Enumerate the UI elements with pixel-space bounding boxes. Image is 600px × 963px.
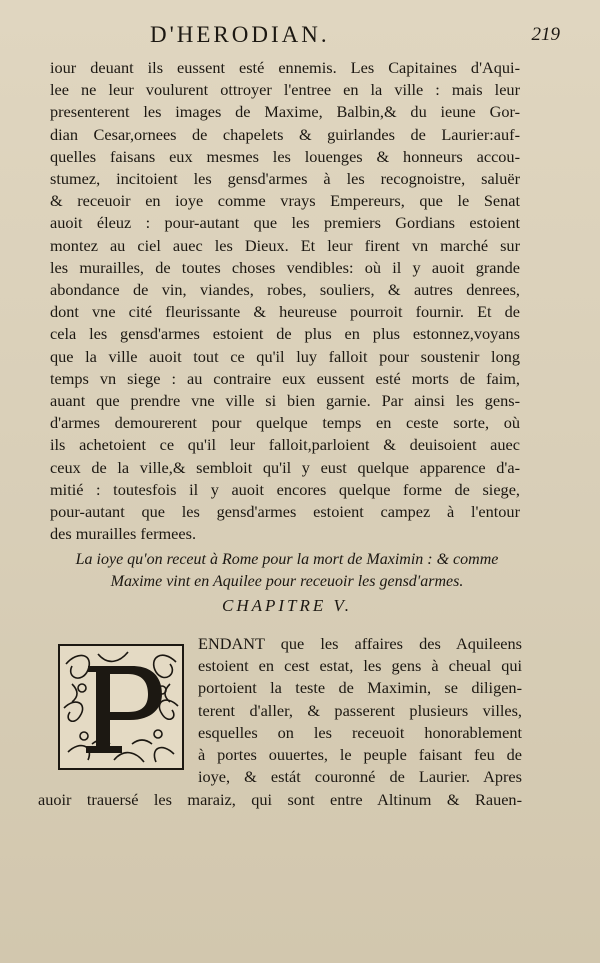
text-line: esquelles on les receuoit honorablement [198, 722, 522, 742]
text-line: auoir trauersé les maraiz, qui sont entre Altinum & Rauen- [38, 790, 522, 809]
text-line: montez au ciel auec les Dieux. Et leur firent vn marché sur [50, 235, 520, 255]
chapter-heading [52, 549, 522, 617]
text-line: mitié : toutesfois il y auoit encores quelque forme de siege, [50, 479, 520, 499]
chapter-summary-line: La ioye qu'on receut à Rome pour la mort de Maximin : & comme [75, 551, 499, 568]
text-line: ils achetoient ce qu'il leur falloit,parloient & deuisoient auec [50, 435, 520, 455]
text-line: stumez, incitoient les gensd'armes à les recognoistre, saluër [50, 169, 520, 189]
text-line: iour deuant ils eussent esté ennemis. Les Capitaines d'Aqui- [50, 58, 520, 77]
text-line: les murailles, de toutes choses vendibles: où il y auoit grande [50, 257, 520, 277]
text-line: & receuoir en ioye comme vrays Empereurs, que le Senat [50, 191, 520, 211]
text-line: d'armes demourerent pour quelque temps en ceste sorte, où [50, 413, 520, 433]
text-line: ioye, & estát couronné de Laurier. Apres [198, 767, 522, 787]
decorated-initial-p [58, 644, 184, 770]
text-line: temps vn siege : au contraire eux eussent esté morts de faim, [50, 368, 520, 388]
text-line: terent d'aller, & passerent plusieurs villes, [198, 700, 522, 720]
text-line: ceux de la ville,& sembloit qu'il y eust quelque apparence d'a- [50, 457, 520, 477]
text-line: quelles faisans eux mesmes les louenges & honneurs accou- [50, 146, 520, 166]
text-line: estoient en cest estat, les gens à cheual qui [198, 656, 522, 676]
text-line: cela les gensd'armes estoient de plus en plus estonnez,voyans [50, 324, 520, 344]
text-line: pour-autant que les gensd'armes estoient campez à l'entour [50, 502, 520, 522]
text-line: abondance de vin, viandes, robes, souliers, & autres denrees, [50, 280, 520, 300]
page-number: 219 [531, 24, 560, 45]
running-head: D'HERODIAN. [150, 22, 330, 47]
body-text-block [50, 57, 520, 545]
text-line: dian Cesar,ornees de chapelets & guirlandes de Laurier:auf- [50, 124, 520, 144]
chapter-summary-line: Maxime vint en Aquilee pour receuoir les gensd'armes. [110, 573, 464, 590]
chapter-text-block [198, 633, 522, 788]
text-line: auant que prendre vne ville si bien garnie. Par ainsi les gens- [50, 391, 520, 411]
page-header [0, 22, 600, 54]
chapter-number: CHAPITRE V. [222, 596, 352, 615]
text-line: ENDANT que les affaires des Aquileens [198, 634, 522, 653]
text-line: lee ne leur voulurent ottroyer l'entree en la ville : mais leur [50, 80, 520, 100]
text-line: presenterent les images de Maxime, Balbin,& du ieune Gor- [50, 102, 520, 122]
text-line: que la ville auoit tout ce qu'il luy falloit pour soustenir long [50, 346, 520, 366]
text-line: portoient la teste de Maximin, se diligen- [198, 678, 522, 698]
text-line: auoit éleuz : pour-autant que les premiers Gordians estoient [50, 213, 520, 233]
text-line: dont vne cité fleurissante & heureuse pourroit fournir. Et de [50, 302, 520, 322]
text-line: à portes ouuertes, le peuple faisant feu de [198, 745, 522, 765]
text-line: des murailles fermees. [50, 524, 197, 544]
